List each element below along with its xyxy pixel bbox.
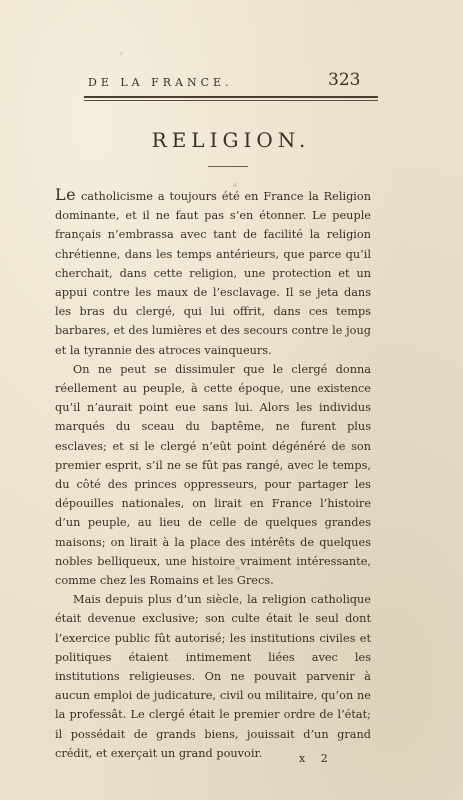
header-rule-thin — [84, 100, 378, 101]
paper-foxing-spot — [120, 52, 123, 55]
drop-cap: Le — [55, 185, 77, 204]
paper-foxing-spot — [235, 566, 240, 570]
running-head: DE LA FRANCE. — [88, 76, 233, 89]
paragraph-2: On ne peut se dissimuler que le clergé donna réellement au peuple, à cette époque, une existence qu’il n’aurait point eue sans lui. Alors les individus marqués du sceau du baptême, ne furent plus esclaves; et si le clergé n’eût point dégénéré de son premier esprit, s’il ne se fût pas rangé, avec le temps, du côté des princes oppresseurs, pour partager les dépouilles nationales, on lirait en France l’histoire d’un peuple, au lieu de celle de quelques grandes maisons; on lirait à la place des intérêts de quelques nobles belliqueux, une histoire vraiment intéressante, comme chez les Romains et les Grecs. — [55, 362, 371, 588]
header-rule-thick — [84, 96, 378, 98]
section-title: RELIGION. — [151, 128, 311, 152]
paper-foxing-spot — [233, 183, 237, 187]
paragraph-3: Mais depuis plus d’un siècle, la religion catholique était devenue exclusive; son culte était le seul dont l’exercice public fût autorisé; les institutions civiles et politiques étaient intimement liées avec les institutions religieuses. On ne pouvait parvenir à aucun emploi de judicature, civil ou militaire, qu’on ne la professât. Le clergé était le premier ordre de l’état; il possédait de grands biens, jouissait d’un grand crédit, et exerçait un grand pouvoir. — [55, 593, 371, 760]
paragraph-1-text: catholicisme a toujours été en France la Religion dominante, et il ne faut pas s’en étonner. Le peuple français n’embrassa avec tant de facilité la religion chrétienne, dans les temps antérieurs, que parce qu’il cherchait, dans cette religion, une protection et un appui contre les maux de l’esclavage. Il se jeta dans les bras du clergé, qui lui offrit, dans ces temps barbares, et des lumières et des secours contre le joug et la tyrannie des atroces vainqueurs. — [55, 190, 371, 357]
body-text — [55, 185, 371, 763]
signature-mark: x 2 — [299, 752, 334, 765]
page-number: 323 — [328, 70, 361, 90]
title-underline — [208, 166, 248, 167]
paragraph-1 — [55, 185, 371, 360]
